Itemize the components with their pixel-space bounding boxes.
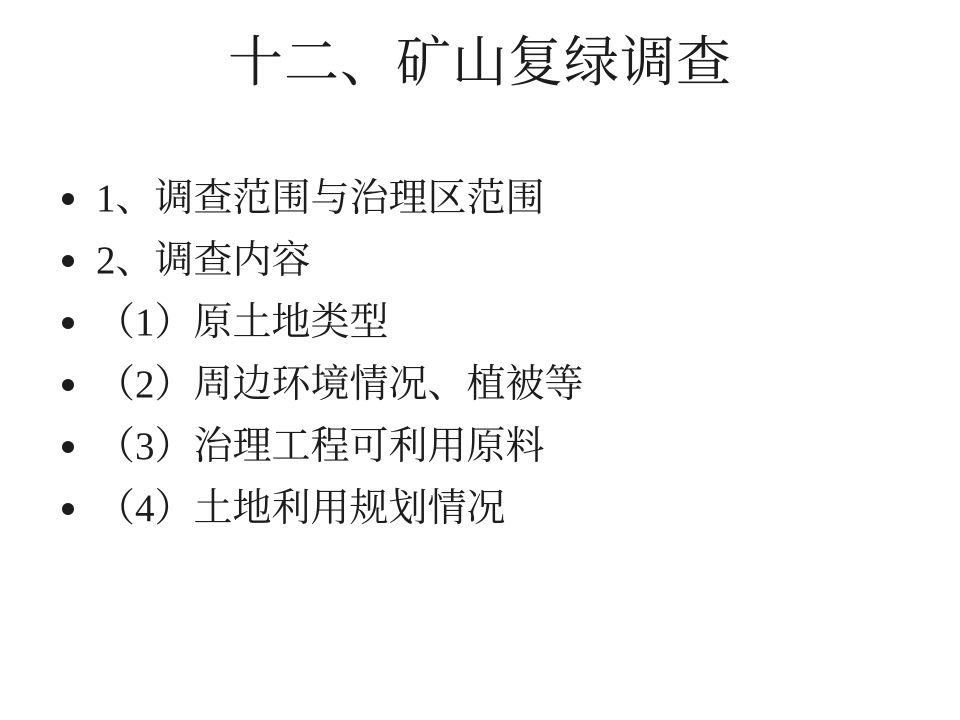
bullet-icon <box>62 441 74 453</box>
bullet-text: （2）周边环境情况、植被等 <box>96 363 584 406</box>
list-item <box>62 230 930 292</box>
bullet-icon <box>62 503 74 515</box>
bullet-text: 2、调查内容 <box>96 239 311 282</box>
bullet-icon <box>62 379 74 391</box>
bullet-list <box>62 168 930 540</box>
list-item <box>62 416 930 478</box>
list-item <box>62 168 930 230</box>
bullet-text: （1）原土地类型 <box>96 301 389 344</box>
list-item <box>62 478 930 540</box>
bullet-icon <box>62 255 74 267</box>
slide-title: 十二、矿山复绿调查 <box>227 32 732 93</box>
bullet-text: （4）土地利用规划情况 <box>96 487 506 530</box>
list-item <box>62 354 930 416</box>
bullet-icon <box>62 193 74 205</box>
list-item <box>62 292 930 354</box>
bullet-text: （3）治理工程可利用原料 <box>96 425 545 468</box>
bullet-text: 1、调查范围与治理区范围 <box>96 177 545 220</box>
bullet-icon <box>62 317 74 329</box>
